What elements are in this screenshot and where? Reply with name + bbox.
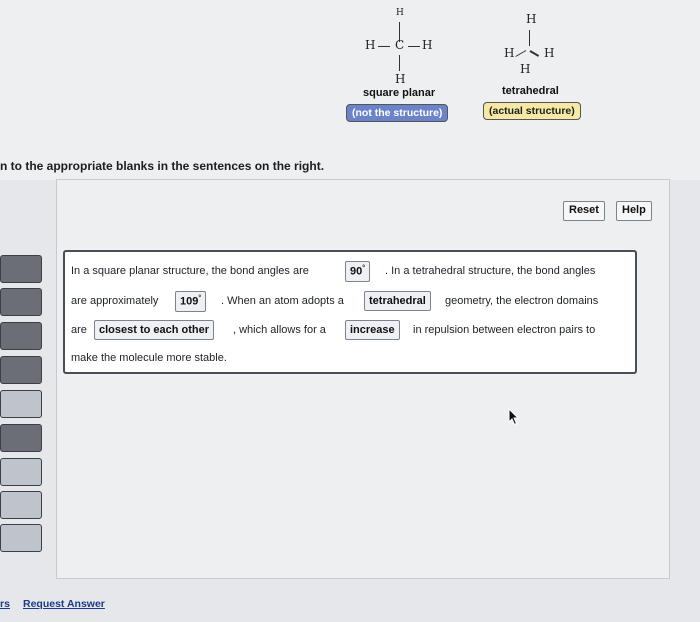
answer-tile[interactable] <box>0 458 42 486</box>
blank-electron-domains[interactable]: closest to each other <box>94 320 214 340</box>
sentence-text: In a square planar structure, the bond angles are <box>71 265 309 277</box>
tetrahedral-molecule <box>500 12 570 82</box>
answer-panel <box>56 179 670 579</box>
sentence-box <box>63 250 637 374</box>
atom-h-top: H <box>526 12 537 26</box>
answer-tile[interactable] <box>0 524 42 552</box>
reset-button[interactable]: Reset <box>563 201 605 221</box>
sentence-text: . In a tetrahedral structure, the bond angles <box>385 265 596 277</box>
not-the-structure-tag: (not the structure) <box>346 104 448 122</box>
atom-h-bottom: H <box>395 72 406 86</box>
sentence-text: are <box>71 324 87 336</box>
molecule-diagram-area <box>0 0 700 180</box>
atom-h-left: H <box>504 46 515 60</box>
atom-c-center: C <box>395 38 405 52</box>
answers-link[interactable]: rs <box>0 598 10 610</box>
answer-tile[interactable] <box>0 491 42 519</box>
blank-bond-angle-square-planar[interactable]: 90° <box>345 261 370 282</box>
tetrahedral-caption: tetrahedral <box>502 85 559 97</box>
sentence-text: in repulsion between electron pairs to <box>413 324 596 336</box>
actual-structure-tag: (actual structure) <box>483 102 581 120</box>
sentence-text: . When an atom adopts a <box>221 295 344 307</box>
answer-tile[interactable] <box>0 255 42 283</box>
sentence-text: are approximately <box>71 295 159 307</box>
square-planar-caption: square planar <box>363 87 436 99</box>
atom-h-left: H <box>365 38 376 52</box>
request-answer-link[interactable]: Request Answer <box>23 598 105 610</box>
atom-h-top: H <box>396 8 404 18</box>
blank-bond-angle-tetrahedral[interactable]: 109° <box>175 291 206 312</box>
sentence-text: , which allows for a <box>233 324 326 336</box>
sentence-text: geometry, the electron domains <box>445 295 599 307</box>
atom-h-right: H <box>422 38 433 52</box>
atom-h-bottom: H <box>520 62 531 76</box>
mouse-cursor-icon <box>508 408 520 426</box>
answer-tile[interactable] <box>0 424 42 452</box>
instructions-text: n to the appropriate blanks in the sentences on the right. <box>0 159 325 173</box>
square-planar-molecule <box>360 8 440 88</box>
blank-repulsion[interactable]: increase <box>345 320 400 340</box>
atom-h-right: H <box>544 46 555 60</box>
answer-tile[interactable] <box>0 288 42 316</box>
help-button[interactable]: Help <box>616 201 652 221</box>
blank-geometry[interactable]: tetrahedral <box>364 291 431 311</box>
answer-tile[interactable] <box>0 356 42 384</box>
sentence-text: make the molecule more stable. <box>71 352 227 364</box>
answer-tile[interactable] <box>0 390 42 418</box>
answer-tile[interactable] <box>0 322 42 350</box>
